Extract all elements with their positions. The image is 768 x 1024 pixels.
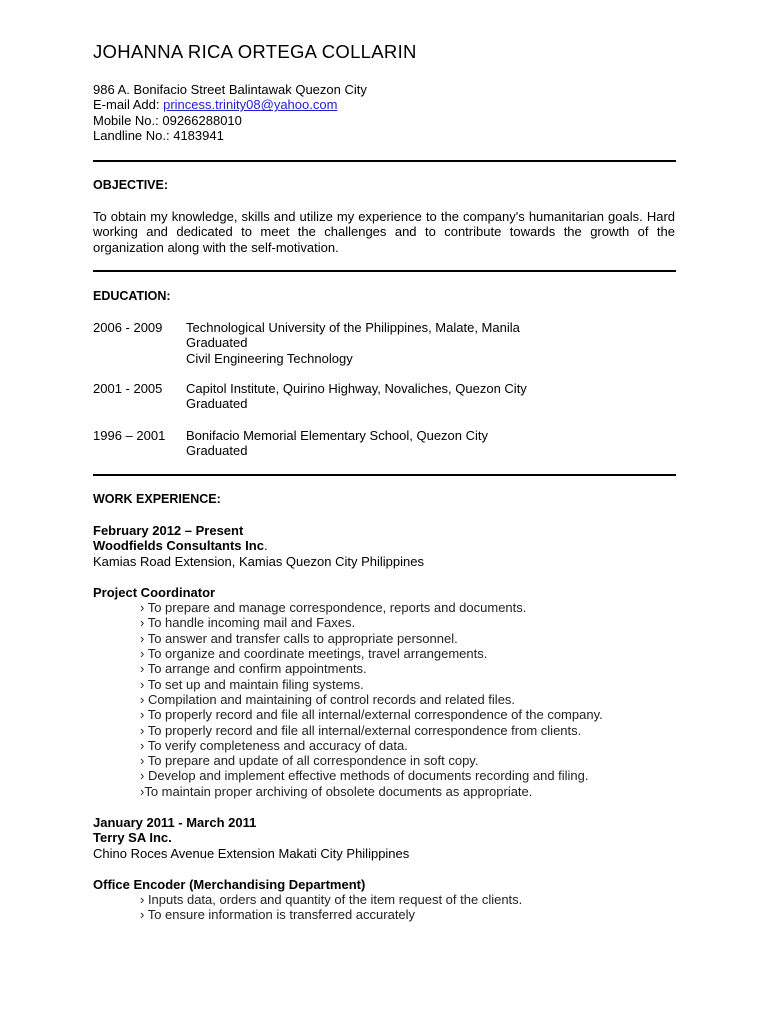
objective-heading: OBJECTIVE: xyxy=(93,178,169,192)
education-school: Technological University of the Philippines, Malate, Manila xyxy=(186,320,520,335)
section-divider xyxy=(93,270,676,272)
education-heading: EDUCATION: xyxy=(93,289,171,303)
job-address: Chino Roces Avenue Extension Makati City Philippines xyxy=(93,845,410,861)
duty-item: › To properly record and file all internal/external correspondence of the company. xyxy=(140,707,603,723)
job-role: Project Coordinator xyxy=(93,584,216,600)
job-duties xyxy=(93,892,522,923)
education-status: Graduated xyxy=(186,396,248,412)
job-period: February 2012 – Present xyxy=(93,523,244,538)
work-heading: WORK EXPERIENCE: xyxy=(93,492,221,506)
duty-item: › Compilation and maintaining of control records and related files. xyxy=(140,691,516,707)
duty-item: › To organize and coordinate meetings, travel arrangements. xyxy=(140,646,488,662)
duty-item: › To ensure information is transferred accurately xyxy=(140,907,416,923)
address-line: 986 A. Bonifacio Street Balintawak Quezon City xyxy=(93,82,367,97)
job-address: Kamias Road Extension, Kamias Quezon City Philippines xyxy=(93,553,424,569)
email-link[interactable]: princess.trinity08@yahoo.com xyxy=(163,97,338,113)
education-course: Civil Engineering Technology xyxy=(186,350,353,366)
job-company: Terry SA Inc. xyxy=(93,830,172,846)
education-status: Graduated xyxy=(186,335,248,351)
job-role: Office Encoder (Merchandising Department) xyxy=(93,876,366,892)
job-entry xyxy=(93,815,522,923)
mobile-line: Mobile No.: 09266288010 xyxy=(93,112,242,128)
education-school: Capitol Institute, Quirino Highway, Novaliches, Quezon City xyxy=(186,381,527,396)
job-company-line xyxy=(93,830,522,845)
duty-item: › Develop and implement effective methods of documents recording and filing. xyxy=(140,768,589,784)
job-company-line xyxy=(93,538,603,553)
contact-block xyxy=(93,82,367,143)
section-divider xyxy=(93,160,676,162)
duty-item: › To answer and transfer calls to appropriate personnel. xyxy=(140,630,458,646)
education-status: Graduated xyxy=(186,443,248,459)
landline-line: Landline No.: 4183941 xyxy=(93,127,224,143)
duty-item: › To handle incoming mail and Faxes. xyxy=(140,615,356,631)
education-years: 1996 – 2001 xyxy=(93,428,166,443)
duty-item: › To arrange and confirm appointments. xyxy=(140,661,367,677)
applicant-name: JOHANNA RICA ORTEGA COLLARIN xyxy=(93,41,417,62)
duty-item: › To verify completeness and accuracy of data. xyxy=(140,737,408,753)
education-years: 2001 - 2005 xyxy=(93,381,163,396)
job-company-suffix: . xyxy=(263,538,268,554)
job-entry xyxy=(93,523,603,799)
duty-item: › To set up and maintain filing systems. xyxy=(140,676,364,692)
job-duties xyxy=(93,600,603,799)
duty-item: › Inputs data, orders and quantity of the item request of the clients. xyxy=(140,892,523,908)
duty-item: › To prepare and manage correspondence, reports and documents. xyxy=(140,600,527,616)
duty-item: › To prepare and update of all correspondence in soft copy. xyxy=(140,753,479,769)
job-period: January 2011 - March 2011 xyxy=(93,815,257,830)
job-company: Woodfields Consultants Inc xyxy=(93,538,264,554)
education-years: 2006 - 2009 xyxy=(93,320,163,335)
objective-text: To obtain my knowledge, skills and utilize my experience to the company's humanitarian goals. Hard working and dedicated to meet the challenges and to contribute towards the growth of the organization along with the self-motivation. xyxy=(93,209,675,255)
email-line xyxy=(93,97,367,112)
duty-item: ›To maintain proper archiving of obsolete documents as appropriate. xyxy=(140,783,533,799)
education-school: Bonifacio Memorial Elementary School, Quezon City xyxy=(186,428,489,443)
email-label: E-mail Add: xyxy=(93,97,164,113)
duty-item: › To properly record and file all internal/external correspondence from clients. xyxy=(140,722,582,738)
section-divider xyxy=(93,474,676,476)
